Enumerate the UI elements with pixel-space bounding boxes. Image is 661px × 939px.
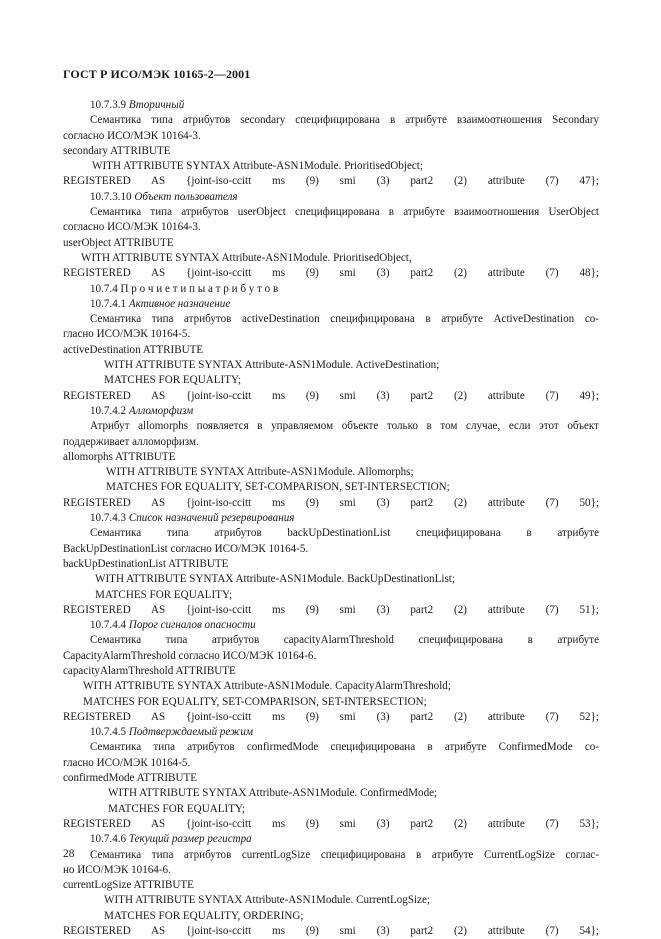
line-text: REGISTERED AS {joint-iso-ccitt ms (9) smi (3) part2 (2) attribute (7) 53}; [63, 817, 599, 830]
text-line [63, 327, 599, 342]
line-text: Атрибут allomorphs появляется в управляемом объекте только в том случае, если этот объект [90, 420, 599, 433]
line-text: WITH ATTRIBUTE SYNTAX Attribute-ASN1Module. CapacityAlarmThreshold; [83, 680, 451, 693]
text-line [63, 343, 599, 358]
line-text: 10.7.4.4 [90, 619, 129, 632]
line-text: Семантика типа атрибутов activeDestination специфицирована в атрибуте ActiveDestination со- [90, 313, 599, 326]
line-text: Семантика типа атрибутов confirmedMode специфицирована в атрибуте ConfirmedMode со- [90, 741, 599, 754]
text-line [63, 266, 599, 281]
section-heading-italic: Алломорфизм [128, 404, 194, 417]
text-line [63, 174, 599, 189]
line-text: 10.7.3.10 [90, 190, 135, 203]
line-text: REGISTERED AS {joint-iso-ccitt ms (9) smi (3) part2 (2) attribute (7) 52}; [63, 710, 599, 723]
line-text: REGISTERED AS {joint-iso-ccitt ms (9) smi (3) part2 (2) attribute (7) 49}; [63, 389, 599, 402]
text-line [63, 863, 599, 878]
line-text: currentLogSize ATTRIBUTE [63, 879, 194, 892]
line-text: BackUpDestinationList согласно ИСО/МЭК 10164-5. [63, 542, 309, 555]
line-text: REGISTERED AS {joint-iso-ccitt ms (9) smi (3) part2 (2) attribute (7) 54}; [63, 925, 599, 938]
text-line [63, 633, 599, 648]
text-line [63, 878, 599, 893]
text-line [63, 725, 599, 740]
line-text: MATCHES FOR EQUALITY, SET-COMPARISON, SET-INTERSECTION; [106, 481, 450, 494]
line-text: REGISTERED AS {joint-iso-ccitt ms (9) smi (3) part2 (2) attribute (7) 51}; [63, 603, 599, 616]
line-text: WITH ATTRIBUTE SYNTAX Attribute-ASN1Module. CurrentLogSize; [104, 894, 431, 907]
line-text: backUpDestinationList ATTRIBUTE [63, 557, 229, 570]
line-text: MATCHES FOR EQUALITY; [108, 802, 246, 815]
text-line [63, 740, 599, 755]
text-line [63, 603, 599, 618]
text-line [63, 511, 599, 526]
line-text: WITH ATTRIBUTE SYNTAX Attribute-ASN1Module. PrioritisedObject; [92, 160, 423, 173]
text-line [63, 786, 599, 801]
line-text: гласно ИСО/МЭК 10164-5. [63, 328, 191, 341]
line-text: WITH ATTRIBUTE SYNTAX Attribute-ASN1Module. ConfirmedMode; [108, 787, 438, 800]
text-line [63, 190, 599, 205]
line-text: Семантика типа атрибутов userObject специфицирована в атрибуте взаимоотношения UserObject [90, 206, 599, 219]
text-line [63, 817, 599, 832]
line-text: Семантика типа атрибутов currentLogSize специфицирована в атрибуте CurrentLogSize соглас- [90, 848, 599, 861]
line-text: 10.7.4.5 [90, 726, 129, 739]
line-text: MATCHES FOR EQUALITY; [104, 374, 242, 387]
section-heading-italic: Подтверждаемый режим [128, 726, 254, 739]
line-text: 10.7.4.1 [90, 297, 129, 310]
text-line [63, 496, 599, 511]
text-line [63, 435, 599, 450]
line-text: 10.7.4.6 [90, 833, 129, 846]
text-line [63, 710, 599, 725]
line-text: согласно ИСО/МЭК 10164-3. [63, 129, 201, 142]
line-text: согласно ИСО/МЭК 10164-3. [63, 221, 201, 234]
line-text: capacityAlarmThreshold ATTRIBUTE [63, 664, 236, 677]
section-heading-italic: Список назначений резервирования [128, 512, 295, 525]
text-line [63, 404, 599, 419]
line-text: MATCHES FOR EQUALITY, SET-COMPARISON, SET-INTERSECTION; [83, 695, 427, 708]
text-line [63, 618, 599, 633]
section-heading-italic: Текущий размер регистра [128, 833, 252, 846]
line-text: Семантика типа атрибутов backUpDestinationList специфицирована в атрибуте [90, 527, 599, 540]
section-heading-italic: Вторичный [128, 99, 185, 111]
line-text: 10.7.4.3 [90, 512, 129, 525]
line-text: гласно ИСО/МЭК 10164-5. [63, 756, 191, 769]
line-text: Семантика типа атрибутов secondary специфицирована в атрибуте взаимоотношения Secondary [90, 114, 599, 127]
text-line [63, 802, 599, 817]
text-line [63, 373, 599, 388]
text-line [63, 832, 599, 847]
text-line [63, 909, 599, 924]
text-line [63, 236, 599, 251]
line-text: REGISTERED AS {joint-iso-ccitt ms (9) smi (3) part2 (2) attribute (7) 50}; [63, 496, 599, 509]
line-text: WITH ATTRIBUTE SYNTAX Attribute-ASN1Module. Allomorphs; [106, 466, 414, 479]
text-line [63, 113, 599, 128]
line-text: confirmedMode ATTRIBUTE [63, 772, 198, 785]
text-line [63, 664, 599, 679]
text-line [63, 893, 599, 908]
line-text: activeDestination ATTRIBUTE [63, 343, 204, 356]
section-heading-italic: Активное назначение [128, 297, 231, 310]
line-text: WITH ATTRIBUTE SYNTAX Attribute-ASN1Module. ActiveDestination; [104, 359, 440, 372]
page-number: 28 [63, 848, 75, 860]
text-line [63, 848, 599, 863]
line-text: 10.7.4.2 [90, 404, 129, 417]
text-line [63, 358, 599, 373]
document-body [63, 98, 599, 939]
line-text: но ИСО/МЭК 10164-6. [63, 863, 171, 876]
line-text: WITH ATTRIBUTE SYNTAX Attribute-ASN1Module. PrioritisedObject, [81, 251, 412, 264]
text-line [63, 450, 599, 465]
text-line [63, 695, 599, 710]
line-text: 10.7.3.9 [90, 99, 129, 111]
text-line [63, 924, 599, 939]
line-text: secondary ATTRIBUTE [63, 144, 171, 157]
text-line [63, 297, 599, 312]
text-line [63, 312, 599, 327]
line-text: Семантика типа атрибутов capacityAlarmThreshold специфицирована в атрибуте [90, 634, 599, 647]
text-line [63, 144, 599, 159]
text-line [63, 771, 599, 786]
text-line [63, 389, 599, 404]
text-line [63, 251, 599, 266]
text-line [63, 419, 599, 434]
text-line [63, 159, 599, 174]
line-text: REGISTERED AS {joint-iso-ccitt ms (9) smi (3) part2 (2) attribute (7) 47}; [63, 175, 599, 188]
text-line [63, 679, 599, 694]
line-text: userObject ATTRIBUTE [63, 236, 174, 249]
section-heading-italic: Порог сигналов опасности [128, 619, 256, 632]
text-line [63, 129, 599, 144]
line-text: REGISTERED AS {joint-iso-ccitt ms (9) smi (3) part2 (2) attribute (7) 48}; [63, 267, 599, 280]
text-line [63, 465, 599, 480]
line-text: allomorphs ATTRIBUTE [63, 450, 176, 463]
line-text: поддерживает алломорфизм. [63, 435, 199, 448]
text-line [63, 557, 599, 572]
document-header: ГОСТ Р ИСО/МЭК 10165-2—2001 [63, 67, 251, 81]
line-text: WITH ATTRIBUTE SYNTAX Attribute-ASN1Module. BackUpDestinationList; [95, 573, 455, 586]
text-line [63, 572, 599, 587]
line-text: CapacityAlarmThreshold согласно ИСО/МЭК 10164-6. [63, 649, 317, 662]
text-line [63, 220, 599, 235]
text-line [63, 282, 599, 297]
line-text: 10.7.4 П р о ч и е т и п ы а т р и б у т о в [90, 282, 279, 295]
text-line [63, 98, 599, 113]
text-line [63, 480, 599, 495]
text-line [63, 756, 599, 771]
text-line [63, 205, 599, 220]
text-line [63, 526, 599, 541]
line-text: MATCHES FOR EQUALITY, ORDERING; [104, 909, 304, 922]
text-line [63, 542, 599, 557]
text-line [63, 588, 599, 603]
section-heading-italic: Объект пользователя [134, 190, 238, 203]
line-text: MATCHES FOR EQUALITY; [95, 588, 233, 601]
text-line [63, 649, 599, 664]
